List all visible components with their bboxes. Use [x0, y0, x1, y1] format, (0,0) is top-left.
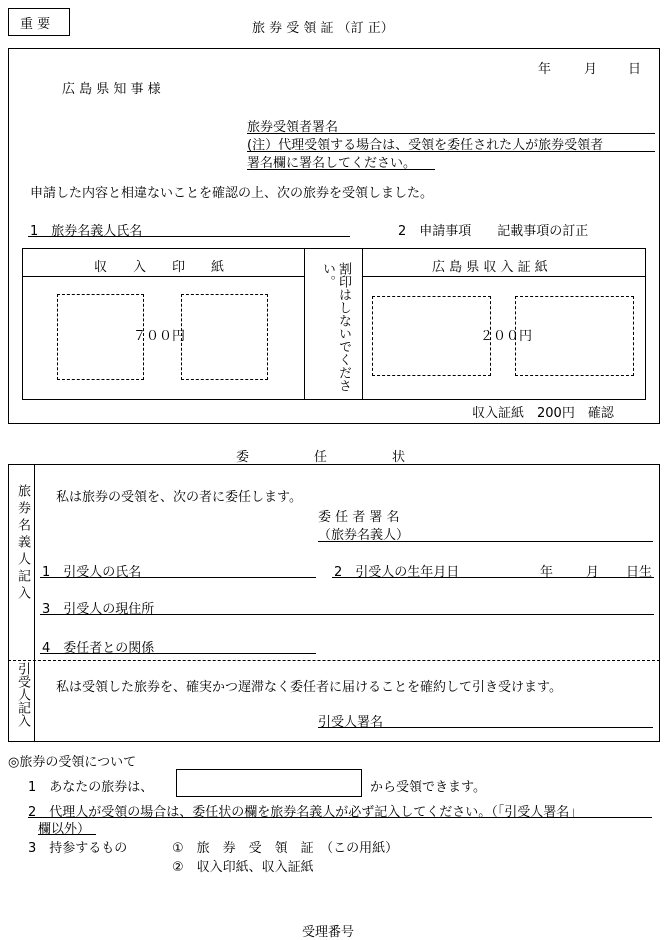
- stamp-divider-right: [362, 248, 363, 400]
- note2-line2: 欄以外）: [38, 822, 91, 837]
- note3-item2: ② 収入印紙、収入証紙: [172, 860, 314, 875]
- acceptor-birthdate-line[interactable]: [332, 577, 654, 578]
- delegation-side-divider: [34, 464, 35, 742]
- note2-underline-2: [38, 834, 96, 835]
- holder-name-line[interactable]: [28, 236, 350, 237]
- acceptor-signature-line[interactable]: [318, 727, 653, 728]
- side-label-acceptor: 引受人記入: [15, 662, 30, 727]
- important-badge-label: 重 要: [20, 17, 51, 32]
- stamp-divider-left: [304, 248, 305, 400]
- cert-confirm: 収入証紙 200円 確認: [472, 406, 614, 421]
- delegator-signature-line[interactable]: [318, 541, 653, 542]
- proxy-note-line2: 署名欄に署名してください。: [247, 156, 417, 171]
- cert-slot-2[interactable]: [515, 296, 634, 376]
- delegator-signature-label: 委 任 者 署 名: [318, 510, 400, 525]
- note-underline-2: [247, 169, 435, 170]
- relationship-line[interactable]: [40, 653, 316, 654]
- stamp-amount: ７００円: [133, 329, 186, 344]
- item-acceptor-birthdate: 2 引受人の生年月日: [334, 565, 460, 580]
- note3-item1: ① 旅 券 受 領 証 （この用紙）: [172, 841, 399, 856]
- birth-month-label: 月: [586, 565, 600, 580]
- page-title: 旅 券 受 領 証 （訂 正）: [252, 21, 394, 36]
- reception-number-label: 受理番号: [302, 925, 355, 940]
- birth-day-label: 日生: [626, 565, 653, 580]
- stamp-slot-1[interactable]: [57, 294, 144, 380]
- proxy-note-line1: (注）代理受領する場合は、受領を委任された人が旅券受領者: [247, 138, 604, 153]
- date-day-label: 日: [628, 62, 642, 77]
- pickup-date-box[interactable]: [176, 769, 362, 797]
- note2-line1: 2 代理人が受領の場合は、委任状の欄を旅券名義人が必ず記入してください。（「引受人署名」: [28, 805, 583, 820]
- acceptor-name-line[interactable]: [40, 577, 316, 578]
- acceptor-address-line[interactable]: [40, 614, 654, 615]
- item-acceptor-name: 1 引受人の氏名: [42, 565, 142, 580]
- birth-year-label: 年: [540, 565, 554, 580]
- note1-suffix: から受領できます。: [370, 780, 486, 795]
- cert-slot-1[interactable]: [372, 296, 491, 376]
- delegation-title: 委 任 状: [236, 450, 406, 465]
- date-month-label: 月: [584, 62, 598, 77]
- delegation-split: [8, 660, 660, 661]
- item-relationship: 4 委任者との関係: [42, 641, 155, 656]
- acceptance-statement: 私は受領した旅券を、確実かつ遅滞なく委任者に届けることを確約して引き受けます。: [56, 680, 562, 695]
- field-holder-name: 1 旅券名義人氏名: [30, 224, 143, 239]
- delegation-statement: 私は旅券の受領を、次の者に委任します。: [56, 490, 302, 505]
- addressee: 広 島 県 知 事 様: [62, 82, 161, 97]
- item-acceptor-address: 3 引受人の現住所: [42, 602, 155, 617]
- note1-prefix: 1 あなたの旅券は、: [28, 780, 154, 795]
- date-year-label: 年: [538, 62, 552, 77]
- side-label-holder: 旅券名義人記入: [15, 484, 30, 603]
- note2-underline-1: [28, 817, 652, 818]
- revenue-stamp-header: 収 入 印 紙: [94, 260, 225, 275]
- cert-header-rule: [362, 276, 646, 277]
- no-seal-note: 割印はしないでください。: [320, 262, 351, 392]
- stamp-slot-2[interactable]: [181, 294, 268, 380]
- cert-stamp-header: 広 島 県 収 入 証 紙: [432, 260, 548, 275]
- field-application-item: 2 申請事項 記載事項の訂正: [398, 224, 589, 239]
- note3-label: 3 持参するもの: [28, 841, 128, 856]
- stamp-header-rule: [22, 276, 304, 277]
- cert-amount: ２００円: [480, 329, 533, 344]
- acceptor-signature-label: 引受人署名: [318, 715, 384, 730]
- notes-heading: ◎旅券の受領について: [8, 755, 137, 770]
- signature-label: 旅券受領者署名: [247, 120, 339, 135]
- delegator-sub-label: （旅券名義人）: [318, 528, 410, 543]
- declaration: 申請した内容と相違ないことを確認の上、次の旅券を受領しました。: [30, 186, 434, 201]
